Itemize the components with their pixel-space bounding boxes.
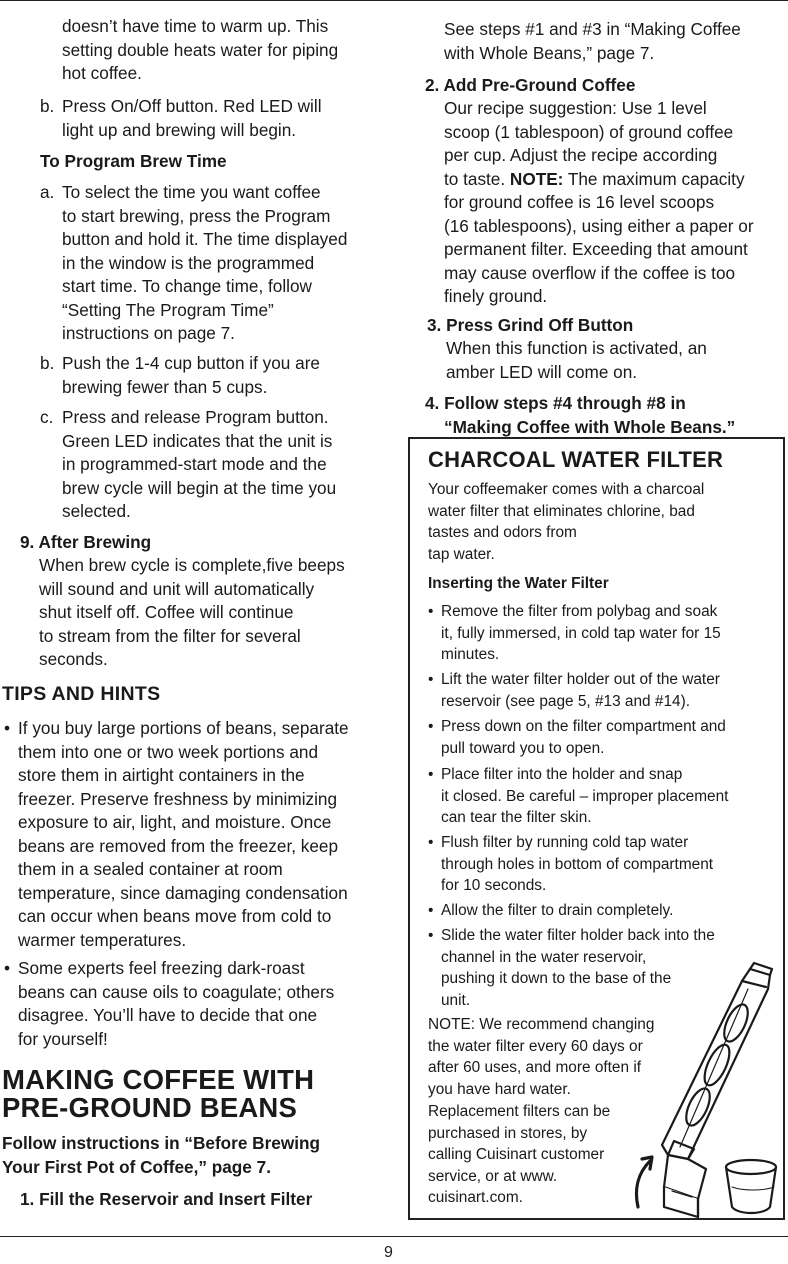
charcoal-filter-title: CHARCOAL WATER FILTER: [428, 447, 724, 472]
bullet-marker: •: [428, 902, 434, 919]
charcoal-intro: Your coffeemaker comes with a charcoal water filter that eliminates chlorine, bad tastes and odors from tap water.: [428, 481, 705, 563]
bullet-marker: •: [428, 766, 434, 783]
inserting-heading: Inserting the Water Filter: [428, 575, 609, 592]
bullet-marker: •: [4, 718, 11, 738]
step-3-heading: 3. Press Grind Off Button: [427, 315, 634, 335]
filter-bullet-3: • Press down on the filter compartment and pull toward you to open.: [428, 718, 726, 757]
intro-paragraph: doesn’t have time to warm up. This setting double heats water for piping hot coffee.: [62, 16, 339, 83]
filter-bullet-2: • Lift the water filter holder out of the water reservoir (see page 5, #13 and #14).: [428, 671, 720, 710]
program-step-a: a. To select the time you want coffee to start brewing, press the Program button and hold it. The time displayed in the window is the programmed start time. To change time, follow “Setting The Program Time” instructions on page 7.: [40, 182, 348, 343]
step-3-text: When this function is activated, an amber LED will come on.: [446, 338, 707, 382]
top-rule: [0, 0, 788, 1]
follow-instructions: Follow instructions in “Before Brewing Your First Pot of Coffee,” page 7.: [2, 1133, 320, 1177]
step-4-heading: 4. Follow steps #4 through #8 in “Making Coffee with Whole Beans.”: [425, 393, 736, 437]
filter-bullet-1: • Remove the filter from polybag and soak it, fully immersed, in cold tap water for 15 minutes.: [428, 603, 721, 663]
tips-heading: TIPS AND HINTS: [2, 683, 161, 705]
see-steps-text: See steps #1 and #3 in “Making Coffee with Whole Beans,” page 7.: [444, 19, 741, 63]
after-brewing-heading: 9. After Brewing: [20, 532, 152, 552]
brew-step-b: b. Press On/Off button. Red LED will light up and brewing will begin.: [40, 96, 322, 140]
bottom-rule: [0, 1236, 788, 1237]
bullet-marker: •: [428, 603, 434, 620]
filter-bullet-4: • Place filter into the holder and snap it closed. Be careful – improper placement can tear the filter skin.: [428, 766, 729, 826]
tip-bullet-2: • Some experts feel freezing dark-roast beans can cause oils to coagulate; others disagree. You’ll have to decide that one for yourself!: [4, 958, 335, 1049]
after-brewing-text: When brew cycle is complete,five beeps will sound and unit will automatically shut itself off. Coffee will continue to stream from the filter for several seconds.: [39, 555, 345, 669]
page-number: 9: [384, 1244, 393, 1261]
step-2-text: Our recipe suggestion: Use 1 level scoop (1 tablespoon) of ground coffee per cup. Adjust the recipe according to taste. NOTE: The maximum capacity for ground coffee is 16 level scoops (16 tablespoons), using either a paper or permanent filter. Exceeding that amount may cause overflow if the coffee is too finely ground.: [444, 98, 754, 306]
filter-change-note: NOTE: We recommend changing the water filter every 60 days or after 60 uses, and more often if you have hard water.: [428, 1016, 655, 1098]
bullet-marker: •: [428, 834, 434, 851]
filter-bullet-6: • Allow the filter to drain completely.: [428, 900, 778, 922]
charcoal-filter-box: [408, 437, 785, 1220]
note-label: NOTE:: [509, 168, 564, 189]
step-2-heading: 2. Add Pre-Ground Coffee: [425, 75, 636, 95]
tip-bullet-1: • If you buy large portions of beans, separate them into one or two week portions and store them in airtight containers in the freezer. Preserve freshness by minimizing exposure to air, light, and moisture. Once beans are removed from the freezer, keep them in a sealed container at room temperature, since damaging condensation can occur when beans move from cold to warmer temperatures.: [4, 718, 349, 950]
bullet-marker: •: [4, 958, 11, 978]
program-step-c: c. Press and release Program button. Green LED indicates that the unit is in programmed-start mode and the brew cycle will begin at the time you selected.: [40, 407, 337, 521]
making-coffee-heading: MAKING COFFEE WITH PRE-GROUND BEANS: [2, 1064, 315, 1123]
curved-arrow: [637, 1161, 651, 1207]
filter-holder-illustration: [628, 959, 784, 1219]
filter-bullet-5: • Flush filter by running cold tap water through holes in bottom of compartment for 10 seconds.: [428, 834, 714, 894]
replacement-filters-text: Replacement filters can be purchased in stores, by calling Cuisinart customer service, or at www. cuisinart.com.: [428, 1103, 611, 1206]
program-step-b: b. Push the 1-4 cup button if you are brewing fewer than 5 cups.: [40, 353, 320, 397]
bullet-marker: •: [428, 718, 434, 735]
step-1-heading: 1. Fill the Reservoir and Insert Filter: [20, 1189, 313, 1209]
bullet-marker: •: [428, 927, 434, 944]
filter-bullet-7: • Slide the water filter holder back into the channel in the water reservoir, pushing it down to the base of the unit.: [428, 927, 715, 1009]
bullet-marker: •: [428, 671, 434, 688]
program-brew-time-heading: To Program Brew Time: [40, 151, 227, 171]
